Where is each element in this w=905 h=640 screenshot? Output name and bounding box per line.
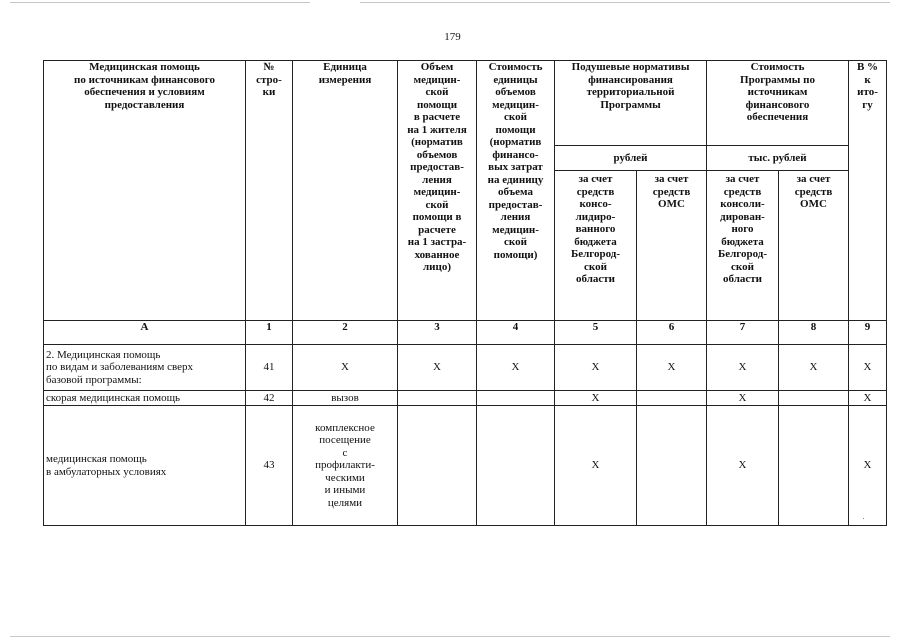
scan-top-rule-right	[360, 2, 890, 3]
column-number: 2	[293, 321, 398, 345]
cell-oms-funds	[637, 406, 707, 526]
header-program-cost: Стоимость Программы по источникам финансового обеспечения	[707, 61, 849, 146]
cell-consolidated-budget-cost: Х	[707, 391, 779, 406]
header-unit-rubles: рублей	[555, 146, 707, 171]
column-number: А	[44, 321, 246, 345]
cell-consolidated-budget-cost: Х	[707, 345, 779, 391]
header-consolidated-budget: за счет средств консо- лидиро- ванного бюджета Белгород- ской области	[555, 171, 637, 321]
header-oms-funds-cost: за счет средств ОМС	[779, 171, 849, 321]
scan-speck	[863, 518, 864, 519]
cell-percent-total: Х	[849, 345, 887, 391]
column-numbering-row	[44, 321, 887, 345]
row-line-number: 43	[246, 406, 293, 526]
cell-consolidated-budget: Х	[555, 391, 637, 406]
cell-percent-total: Х	[849, 406, 887, 526]
column-number: 9	[849, 321, 887, 345]
cell-consolidated-budget: Х	[555, 406, 637, 526]
cell-volume-norm: Х	[398, 345, 477, 391]
row-label: скорая медицинская помощь	[44, 391, 246, 406]
cell-consolidated-budget-cost: Х	[707, 406, 779, 526]
scan-top-rule	[10, 2, 310, 3]
header-percent-total: В % к ито- гу	[849, 61, 887, 321]
cell-oms-funds	[637, 391, 707, 406]
header-per-capita-norms: Подушевые нормативы финансирования территориальной Программы	[555, 61, 707, 146]
row-line-number: 42	[246, 391, 293, 406]
header-unit-thousand-rubles: тыс. рублей	[707, 146, 849, 171]
scan-bottom-rule	[10, 636, 890, 637]
header-care-type: Медицинская помощь по источникам финансового обеспечения и условиям предоставления	[44, 61, 246, 321]
column-number: 7	[707, 321, 779, 345]
page-number: 179	[444, 31, 461, 43]
cell-oms-funds-cost	[779, 406, 849, 526]
table-row	[44, 406, 887, 526]
column-number: 8	[779, 321, 849, 345]
row-unit: вызов	[293, 391, 398, 406]
cell-volume-norm	[398, 406, 477, 526]
cell-oms-funds: Х	[637, 345, 707, 391]
row-label: медицинская помощь в амбулаторных условиях	[44, 406, 246, 526]
cell-unit-cost	[477, 406, 555, 526]
table-row	[44, 345, 887, 391]
financing-table	[43, 60, 887, 526]
cell-volume-norm	[398, 391, 477, 406]
row-line-number: 41	[246, 345, 293, 391]
column-number: 5	[555, 321, 637, 345]
header-consolidated-budget-cost: за счет средств консоли- дирован- ного бюджета Белгород- ской области	[707, 171, 779, 321]
cell-oms-funds-cost: Х	[779, 345, 849, 391]
column-number: 4	[477, 321, 555, 345]
column-number: 6	[637, 321, 707, 345]
header-unit-cost: Стоимость единицы объемов медицин- ской помощи (норматив финансо- вых затрат на единицу объема предостав- ления медицин- ской помощи)	[477, 61, 555, 321]
row-unit: комплексное посещение с профилакти- ческими и иными целями	[293, 406, 398, 526]
row-unit: Х	[293, 345, 398, 391]
header-volume-norm: Объем медицин- ской помощи в расчете на 1 жителя (норматив объемов предостав- ления медицин- ской помощи в расчете на 1 застра- хованное лицо)	[398, 61, 477, 321]
row-label: 2. Медицинская помощь по видам и заболеваниям сверх базовой программы:	[44, 345, 246, 391]
cell-consolidated-budget: Х	[555, 345, 637, 391]
cell-unit-cost	[477, 391, 555, 406]
cell-unit-cost: Х	[477, 345, 555, 391]
header-unit: Единица измерения	[293, 61, 398, 321]
column-number: 1	[246, 321, 293, 345]
column-number: 3	[398, 321, 477, 345]
header-oms-funds: за счет средств ОМС	[637, 171, 707, 321]
cell-oms-funds-cost	[779, 391, 849, 406]
cell-percent-total: Х	[849, 391, 887, 406]
table-row	[44, 391, 887, 406]
header-line-number: № стро- ки	[246, 61, 293, 321]
